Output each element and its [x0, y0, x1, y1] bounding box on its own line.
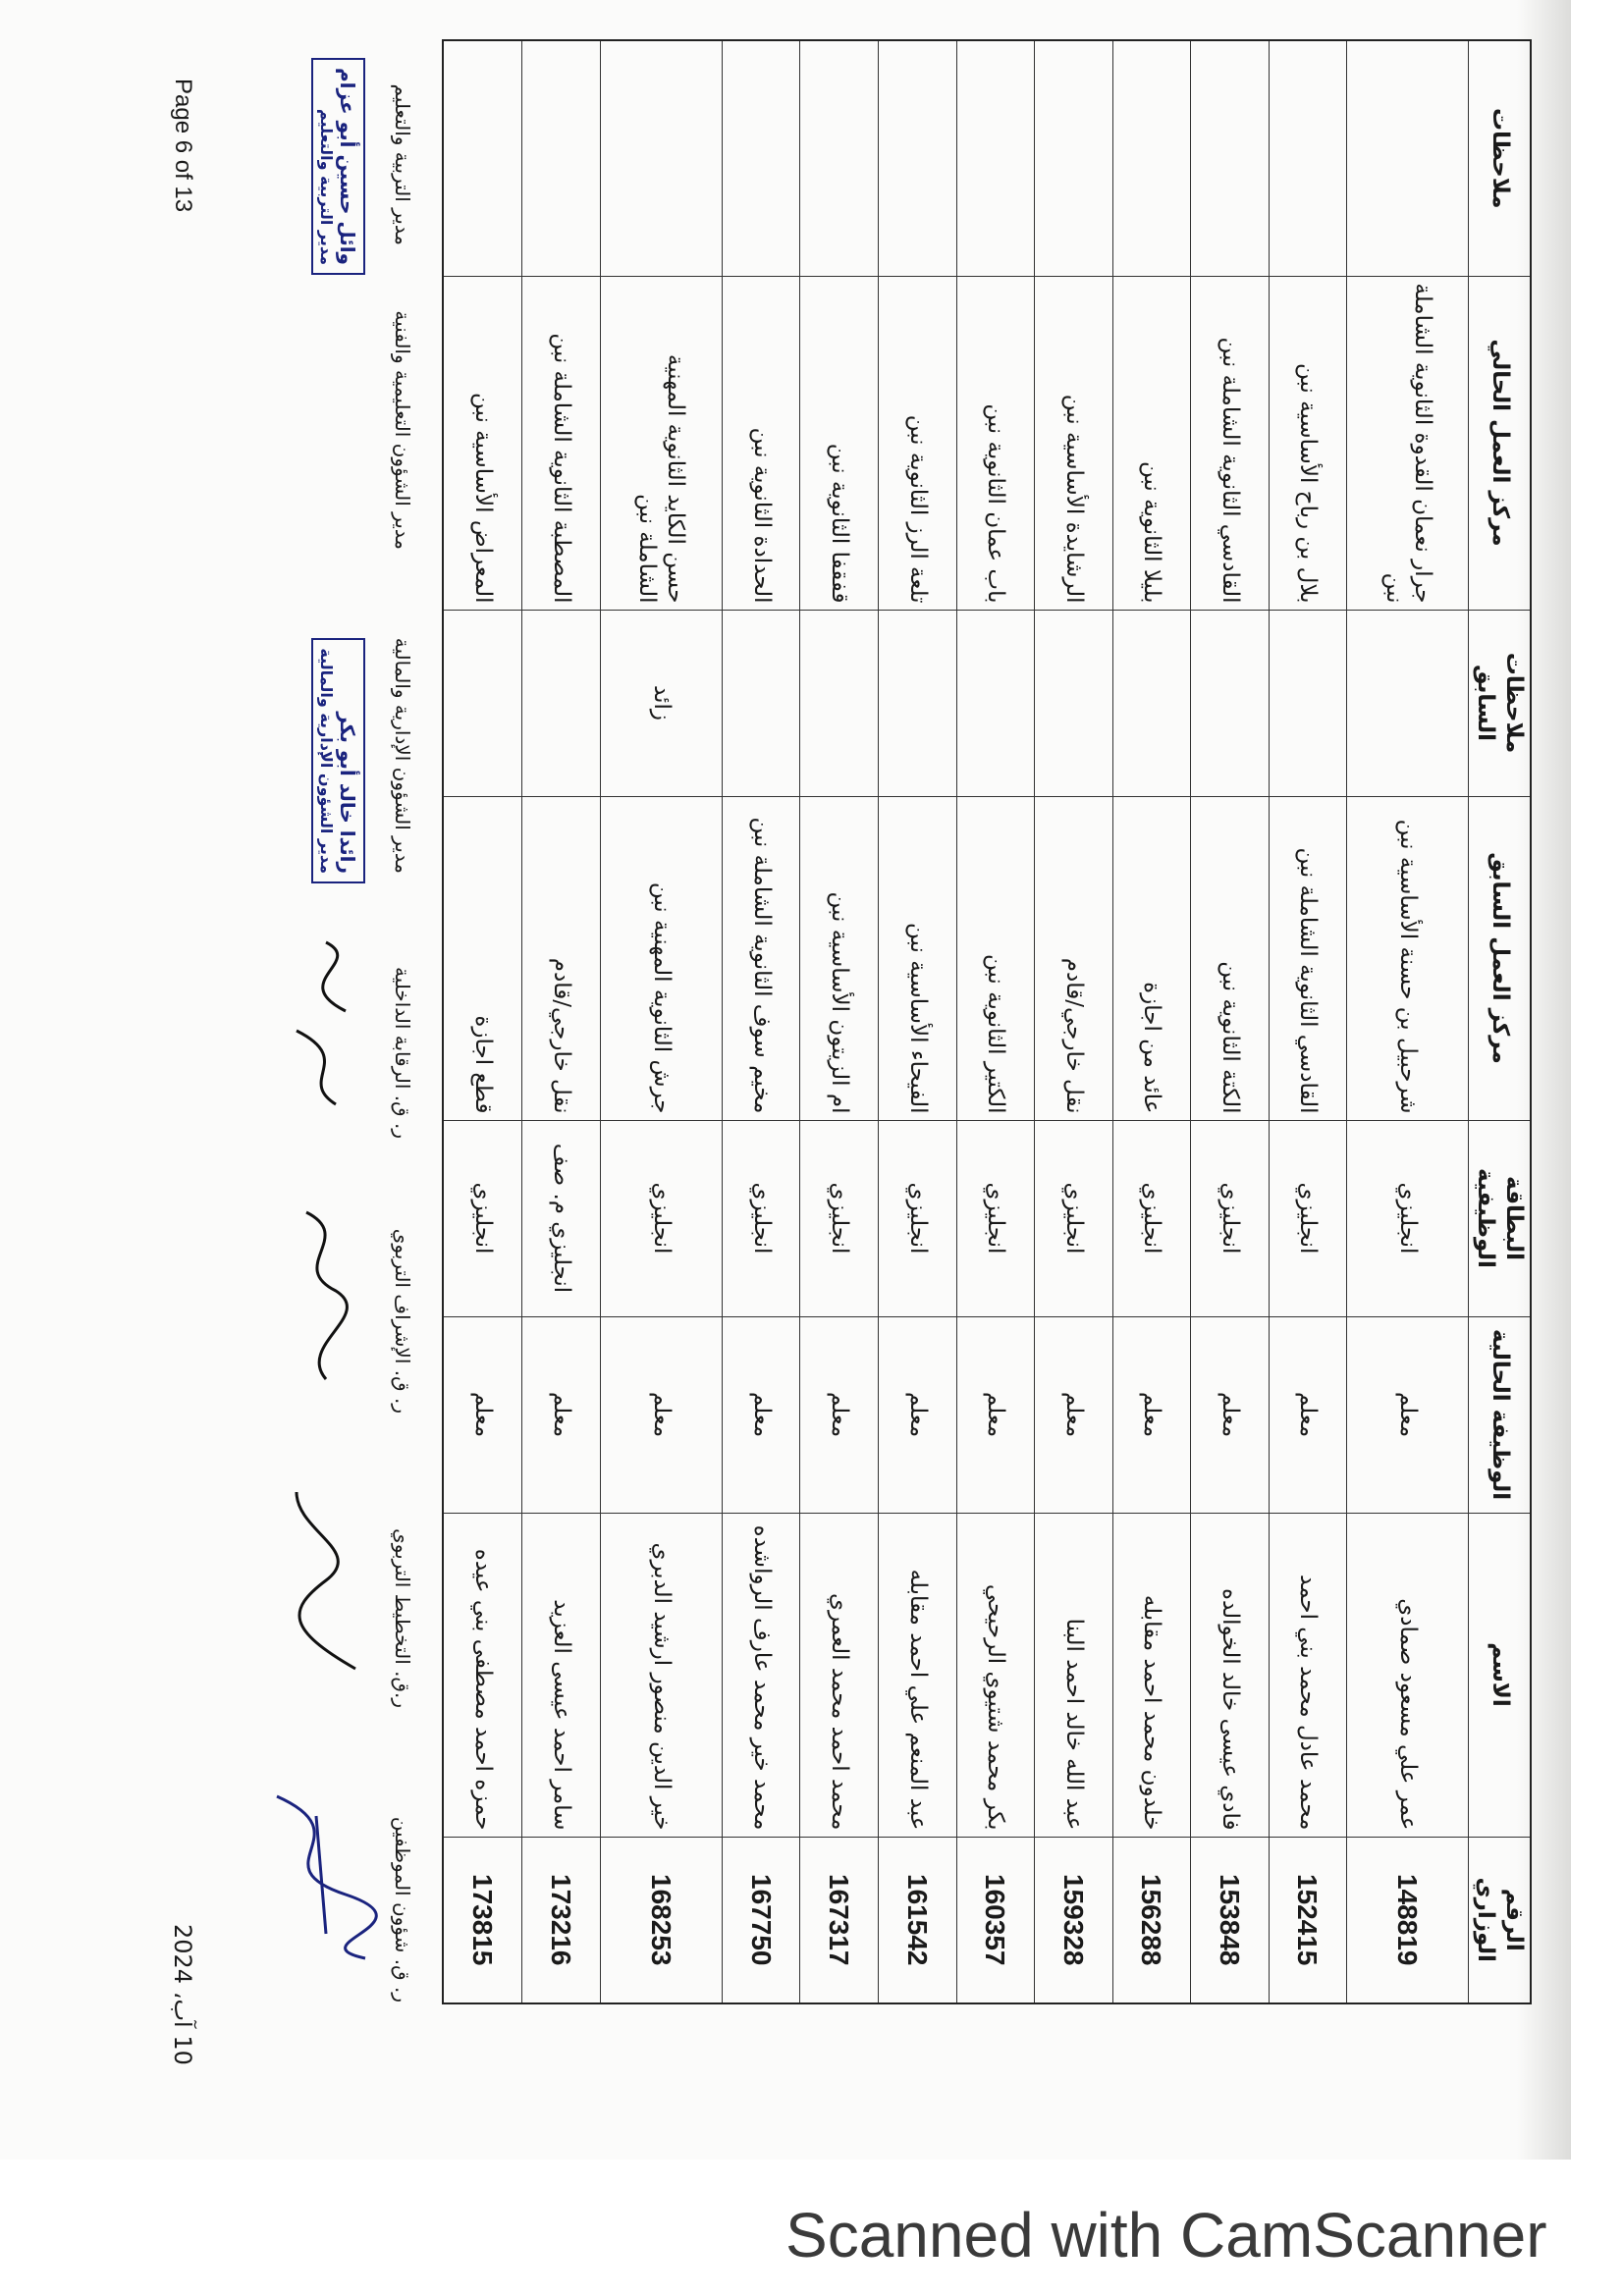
- table-cell-prev-notes: [1191, 610, 1270, 796]
- table-cell-name: محمد خير محمد عارف الرواشده: [722, 1513, 800, 1837]
- table-row: [522, 40, 601, 2003]
- table-cell-id: 160357: [956, 1837, 1035, 2003]
- table-row: [600, 40, 722, 2003]
- table-cell-prev-center: عائد من اجازة: [1112, 796, 1191, 1120]
- table-cell-prev-notes: [879, 610, 957, 796]
- table-cell-prev-center: الفيحاء الأساسية نبن: [879, 796, 957, 1120]
- table-cell-curr-center: الرشايدة الأساسية نبن: [1035, 276, 1113, 610]
- table-cell-prev-notes: [443, 610, 522, 796]
- table-cell-prev-center: شرحبيل بن حسنة الأساسية نبن: [1347, 796, 1469, 1120]
- table-cell-job: معلم: [1269, 1316, 1347, 1513]
- page-number: Page 6 of 13: [170, 79, 196, 213]
- table-cell-prev-notes: [1269, 610, 1347, 796]
- table-cell-name: فادي عيسى خالد الخوالده: [1191, 1513, 1270, 1837]
- table-cell-prev-center: نقل خارجي/قادم: [522, 796, 601, 1120]
- staff-table: [442, 39, 1532, 2004]
- table-cell-card: انجليزي: [1269, 1120, 1347, 1316]
- table-row: [722, 40, 800, 2003]
- table-cell-card: انجليزي: [879, 1120, 957, 1316]
- table-cell-prev-notes: [722, 610, 800, 796]
- table-cell-prev-center: مخيم سوف الثانوية الشاملة نبن: [722, 796, 800, 1120]
- table-cell-prev-notes: [1035, 610, 1113, 796]
- table-cell-name: خير الدين منصور ارشيد الدبري: [600, 1513, 722, 1837]
- header-cell: الرقم الوزاري: [1469, 1837, 1531, 2003]
- table-cell-name: محمد عادل محمد بني احمد: [1269, 1513, 1347, 1837]
- table-cell-id: 159328: [1035, 1837, 1113, 2003]
- table-cell-prev-center: القادسي الثانوية الشاملة نبن: [1269, 796, 1347, 1120]
- table-cell-id: 168253: [600, 1837, 722, 2003]
- rotated-page: [20, 0, 1561, 2160]
- table-cell-card: انجليزي: [956, 1120, 1035, 1316]
- table-header-row: [1469, 40, 1531, 2003]
- table-row: [800, 40, 879, 2003]
- table-cell-notes: [443, 40, 522, 276]
- table-row: [956, 40, 1035, 2003]
- table-row: [1347, 40, 1469, 2003]
- table-cell-card: انجليزي: [1112, 1120, 1191, 1316]
- table-cell-id: 173216: [522, 1837, 601, 2003]
- table-cell-notes: [1035, 40, 1113, 276]
- table-cell-job: معلم: [1191, 1316, 1270, 1513]
- camscanner-watermark: Scanned with CamScanner: [785, 2200, 1547, 2270]
- table-cell-card: انجليزي م. صف: [522, 1120, 601, 1316]
- table-cell-card: انجليزي: [1347, 1120, 1469, 1316]
- table-cell-card: انجليزي: [1191, 1120, 1270, 1316]
- page-date: 10 آب، 2024: [169, 1924, 196, 2065]
- table-cell-job: معلم: [722, 1316, 800, 1513]
- signature-scribble-icon: [247, 1777, 385, 1973]
- table-cell-curr-center: القادسي الثانوية الشاملة نبن: [1191, 276, 1270, 610]
- signature-label: ر. ق. الإشراف التربوي: [391, 1228, 414, 1414]
- table-cell-id: 173815: [443, 1837, 522, 2003]
- table-cell-notes: [956, 40, 1035, 276]
- signature-block: [208, 39, 434, 2002]
- table-cell-prev-center: الكتة الثانوية نبن: [1191, 796, 1270, 1120]
- table-cell-job: معلم: [1347, 1316, 1469, 1513]
- edu-stamp-title: مدير التربية والتعليم: [317, 108, 336, 265]
- table-cell-prev-notes: [522, 610, 601, 796]
- table-row: [879, 40, 957, 2003]
- table-cell-notes: [522, 40, 601, 276]
- table-row: [1269, 40, 1347, 2003]
- table-cell-curr-center: قفقفا الثانوية نبن: [800, 276, 879, 610]
- header-cell: ملاحظات: [1469, 40, 1531, 276]
- table-cell-card: انجليزي: [722, 1120, 800, 1316]
- table-cell-name: خلدون محمد احمد مقابله: [1112, 1513, 1191, 1837]
- signature-scribble-icon: [267, 923, 385, 1119]
- table-cell-job: معلم: [443, 1316, 522, 1513]
- table-cell-prev-notes: [800, 610, 879, 796]
- table-body: [443, 40, 1469, 2003]
- signature-scribble-icon: [267, 1482, 385, 1679]
- table-cell-id: 152415: [1269, 1837, 1347, 2003]
- table-cell-curr-center: بليلا الثانوية نبن: [1112, 276, 1191, 610]
- table-cell-id: 148819: [1347, 1837, 1469, 2003]
- admin-director-stamp: [311, 638, 365, 883]
- edu-stamp-name: وائل حسين أبو عزام: [336, 68, 359, 265]
- signature-label: ر. ق. شؤون الموظفين: [391, 1816, 414, 2002]
- table-cell-name: بكر محمد شتيوي الرحيحي: [956, 1513, 1035, 1837]
- table-cell-name: عبد الله خالد احمد البنا: [1035, 1513, 1113, 1837]
- signature-label: مدير الشؤون التعليمية والفنية: [391, 310, 414, 550]
- table-cell-prev-notes: [956, 610, 1035, 796]
- table-cell-name: سامر احمد عيسى العزيد: [522, 1513, 601, 1837]
- table-cell-prev-notes: [1347, 610, 1469, 796]
- table-cell-job: معلم: [522, 1316, 601, 1513]
- table-cell-id: 167317: [800, 1837, 879, 2003]
- signature-label: مدير الشؤون الإدارية والمالية: [391, 637, 414, 874]
- table-cell-card: انجليزي: [1035, 1120, 1113, 1316]
- table-cell-curr-center: جرار نعمان القدوة الثانوية الشاملة نبن: [1347, 276, 1469, 610]
- header-cell: مركز العمل الحالي: [1469, 276, 1531, 610]
- table-cell-card: انجليزي: [600, 1120, 722, 1316]
- table-cell-curr-center: باب عمان الثانوية نبن: [956, 276, 1035, 610]
- table-cell-notes: [1347, 40, 1469, 276]
- table-cell-notes: [1112, 40, 1191, 276]
- header-cell: البطاقة الوظيفية: [1469, 1120, 1531, 1316]
- table-cell-prev-center: نقل خارجي/قادم: [1035, 796, 1113, 1120]
- table-cell-job: معلم: [1035, 1316, 1113, 1513]
- table-row: [443, 40, 522, 2003]
- header-cell: مركز العمل السابق: [1469, 796, 1531, 1120]
- admin-stamp-title: مدير الشؤون الإدارية والمالية: [317, 648, 336, 874]
- table-cell-job: معلم: [800, 1316, 879, 1513]
- table-cell-curr-center: بلال بن رباح الأساسية نبن: [1269, 276, 1347, 610]
- table-cell-name: عبد المنعم علي احمد مقابله: [879, 1513, 957, 1837]
- table-cell-notes: [722, 40, 800, 276]
- table-cell-notes: [1269, 40, 1347, 276]
- table-cell-curr-center: حسن الكايد الثانوية المهنية الشاملة نبن: [600, 276, 722, 610]
- signature-label: ر. ق. الرقابة الداخلية: [391, 966, 414, 1139]
- table-cell-name: عمر علي مسعود صمادي: [1347, 1513, 1469, 1837]
- table-row: [1191, 40, 1270, 2003]
- admin-stamp-name: رائدا خالد أبو بكر: [336, 712, 359, 874]
- table-cell-prev-notes: [1112, 610, 1191, 796]
- header-cell: الاسم: [1469, 1513, 1531, 1837]
- table-cell-prev-center: قطع اجازة: [443, 796, 522, 1120]
- table-cell-job: معلم: [956, 1316, 1035, 1513]
- table-cell-notes: [879, 40, 957, 276]
- table-row: [1112, 40, 1191, 2003]
- table-cell-curr-center: المصطبة الثانوية الشاملة نبن: [522, 276, 601, 610]
- table-cell-job: معلم: [600, 1316, 722, 1513]
- table-cell-prev-center: ام الزيتون الأساسية نبن: [800, 796, 879, 1120]
- table-cell-id: 156288: [1112, 1837, 1191, 2003]
- table-cell-id: 161542: [879, 1837, 957, 2003]
- header-cell: الوظيفة الحالية: [1469, 1316, 1531, 1513]
- table-cell-notes: [800, 40, 879, 276]
- table-cell-notes: [600, 40, 722, 276]
- table-cell-prev-center: الكتير الثانوية نبن: [956, 796, 1035, 1120]
- table-cell-id: 153848: [1191, 1837, 1270, 2003]
- table-cell-job: معلم: [1112, 1316, 1191, 1513]
- table-cell-notes: [1191, 40, 1270, 276]
- table-cell-name: محمد احمد محمد العمري: [800, 1513, 879, 1837]
- table-row: [1035, 40, 1113, 2003]
- header-cell: ملاحظات السابق: [1469, 610, 1531, 796]
- table-cell-prev-notes: زائد: [600, 610, 722, 796]
- table-cell-job: معلم: [879, 1316, 957, 1513]
- table-cell-prev-center: جرش الثانوية المهنية نبن: [600, 796, 722, 1120]
- signature-label: مدير التربية والتعليم: [391, 83, 414, 245]
- table-cell-card: انجليزي: [800, 1120, 879, 1316]
- table-cell-curr-center: المعراض الأساسية نبن: [443, 276, 522, 610]
- signature-scribble-icon: [267, 1198, 385, 1394]
- signature-label: ر.ق. التخطيط التربوي: [391, 1528, 414, 1708]
- table-cell-curr-center: تلعة الرز الثانوية نبن: [879, 276, 957, 610]
- table-cell-name: حمزه احمد مصطفى بني عيده: [443, 1513, 522, 1837]
- table-cell-curr-center: الحدادة الثانوية نبن: [722, 276, 800, 610]
- education-director-stamp: [311, 58, 365, 275]
- table-cell-id: 167750: [722, 1837, 800, 2003]
- table-cell-card: انجليزي: [443, 1120, 522, 1316]
